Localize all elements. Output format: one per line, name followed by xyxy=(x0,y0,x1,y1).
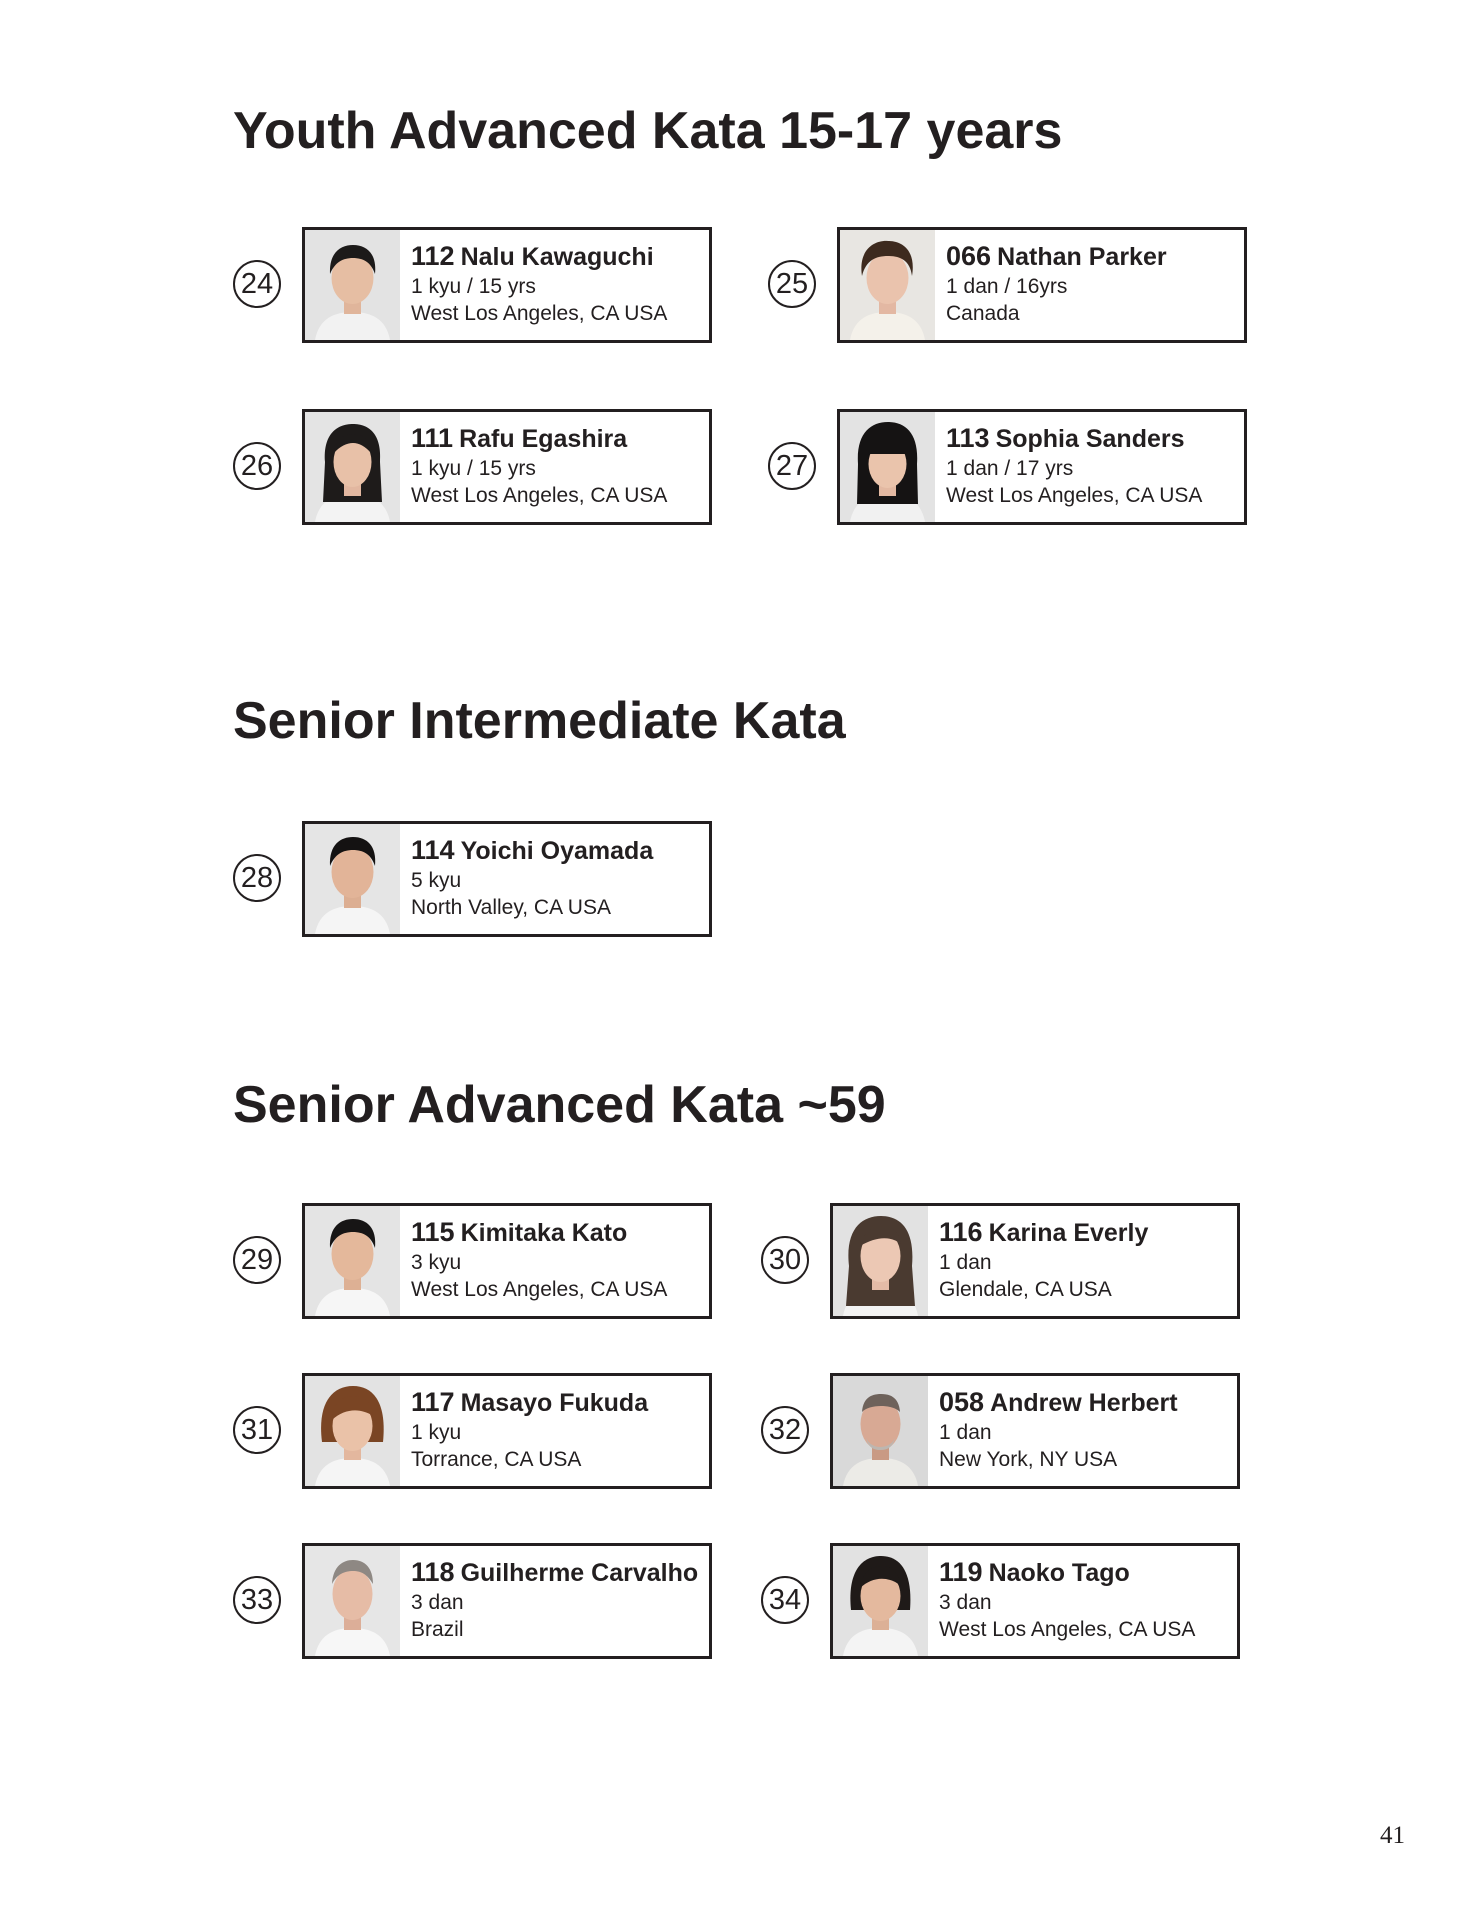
entry-number-badge: 29 xyxy=(233,1236,281,1284)
competitor-photo-icon xyxy=(305,230,400,340)
section-title-youth-advanced-kata: Youth Advanced Kata 15-17 years xyxy=(233,102,1063,160)
competitor-entry xyxy=(233,821,753,941)
competitor-full-name: Naoko Tago xyxy=(988,1559,1130,1587)
competitor-location: West Los Angeles, CA USA xyxy=(939,1618,1196,1641)
competitor-photo-icon xyxy=(840,230,935,340)
entry-number-badge: 26 xyxy=(233,442,281,490)
competitor-entry xyxy=(768,227,1288,347)
page-number: 41 xyxy=(1380,1822,1405,1849)
competitor-photo-icon xyxy=(305,1376,400,1486)
section-title-senior-advanced-kata: Senior Advanced Kata ~59 xyxy=(233,1076,886,1134)
competitor-entry xyxy=(233,1203,753,1323)
competitor-rank: 3 kyu xyxy=(411,1251,462,1274)
competitor-full-name: Guilherme Carvalho xyxy=(460,1559,699,1587)
competitor-card xyxy=(302,409,712,525)
competitor-id: 066 xyxy=(946,241,992,271)
competitor-card xyxy=(830,1373,1240,1489)
competitor-location: Canada xyxy=(946,302,1020,325)
competitor-id: 119 xyxy=(939,1557,983,1587)
competitor-full-name: Karina Everly xyxy=(988,1219,1149,1247)
competitor-id: 114 xyxy=(411,835,455,865)
competitor-name xyxy=(946,422,1238,455)
competitor-location: Glendale, CA USA xyxy=(939,1278,1112,1301)
entry-number-badge: 24 xyxy=(233,260,281,308)
competitor-full-name: Nalu Kawaguchi xyxy=(460,243,654,271)
entry-number-badge: 30 xyxy=(761,1236,809,1284)
competitor-entry xyxy=(233,1543,753,1663)
competitor-photo-icon xyxy=(833,1376,928,1486)
section-title-senior-intermediate-kata: Senior Intermediate Kata xyxy=(233,692,846,750)
competitor-card xyxy=(837,409,1247,525)
competitor-card xyxy=(302,1203,712,1319)
competitor-card xyxy=(830,1203,1240,1319)
entry-number-badge: 27 xyxy=(768,442,816,490)
competitor-photo-icon xyxy=(833,1546,928,1656)
competitor-name xyxy=(411,834,703,867)
competitor-rank: 1 dan / 17 yrs xyxy=(946,457,1074,480)
competitor-name xyxy=(939,1216,1231,1249)
competitor-rank: 1 dan xyxy=(939,1251,992,1274)
competitor-location: West Los Angeles, CA USA xyxy=(411,1278,668,1301)
competitor-id: 112 xyxy=(411,241,455,271)
competitor-location: West Los Angeles, CA USA xyxy=(411,484,668,507)
competitor-location: New York, NY USA xyxy=(939,1448,1118,1471)
competitor-entry xyxy=(768,409,1288,529)
competitor-rank: 1 kyu / 15 yrs xyxy=(411,275,536,298)
competitor-id: 111 xyxy=(411,423,454,453)
competitor-card xyxy=(837,227,1247,343)
competitor-name xyxy=(939,1556,1231,1589)
competitor-name xyxy=(939,1386,1231,1419)
competitor-full-name: Masayo Fukuda xyxy=(460,1389,649,1417)
competitor-location: Torrance, CA USA xyxy=(411,1448,582,1471)
competitor-rank: 3 dan xyxy=(411,1591,464,1614)
competitor-id: 115 xyxy=(411,1217,455,1247)
competitor-card xyxy=(302,1543,712,1659)
competitor-full-name: Kimitaka Kato xyxy=(460,1219,628,1247)
competitor-photo-icon xyxy=(305,1546,400,1656)
competitor-id: 118 xyxy=(411,1557,455,1587)
competitor-entry xyxy=(761,1543,1281,1663)
competitor-entry xyxy=(233,1373,753,1493)
entry-number-badge: 32 xyxy=(761,1406,809,1454)
competitor-full-name: Nathan Parker xyxy=(997,243,1167,271)
competitor-full-name: Yoichi Oyamada xyxy=(460,837,654,865)
competitor-rank: 1 dan / 16yrs xyxy=(946,275,1068,298)
competitor-rank: 1 kyu / 15 yrs xyxy=(411,457,536,480)
competitor-entry xyxy=(233,409,753,529)
competitor-card xyxy=(302,821,712,937)
competitor-name xyxy=(411,1216,703,1249)
entry-number-badge: 25 xyxy=(768,260,816,308)
competitor-location: Brazil xyxy=(411,1618,464,1641)
competitor-card xyxy=(302,1373,712,1489)
entry-number-badge: 34 xyxy=(761,1576,809,1624)
competitor-rank: 5 kyu xyxy=(411,869,462,892)
competitor-id: 117 xyxy=(411,1387,455,1417)
competitor-rank: 1 kyu xyxy=(411,1421,462,1444)
competitor-entry xyxy=(233,227,753,347)
competitor-photo-icon xyxy=(833,1206,928,1316)
competitor-location: West Los Angeles, CA USA xyxy=(946,484,1203,507)
competitor-entry xyxy=(761,1373,1281,1493)
competitor-rank: 1 dan xyxy=(939,1421,992,1444)
competitor-id: 058 xyxy=(939,1387,985,1417)
competitor-entry xyxy=(761,1203,1281,1323)
entry-number-badge: 33 xyxy=(233,1576,281,1624)
competitor-name xyxy=(411,422,703,455)
competitor-full-name: Rafu Egashira xyxy=(459,425,628,453)
competitor-full-name: Andrew Herbert xyxy=(990,1389,1178,1417)
competitor-name xyxy=(946,240,1238,273)
competitor-id: 113 xyxy=(946,423,990,453)
competitor-photo-icon xyxy=(305,412,400,522)
competitor-name xyxy=(411,1386,703,1419)
competitor-location: West Los Angeles, CA USA xyxy=(411,302,668,325)
competitor-card xyxy=(302,227,712,343)
competitor-name xyxy=(411,240,703,273)
competitor-rank: 3 dan xyxy=(939,1591,992,1614)
competitor-id: 116 xyxy=(939,1217,983,1247)
entry-number-badge: 31 xyxy=(233,1406,281,1454)
competitor-card xyxy=(830,1543,1240,1659)
competitor-photo-icon xyxy=(305,824,400,934)
competitor-photo-icon xyxy=(840,412,935,522)
competitor-photo-icon xyxy=(305,1206,400,1316)
entry-number-badge: 28 xyxy=(233,854,281,902)
competitor-location: North Valley, CA USA xyxy=(411,896,611,919)
competitor-full-name: Sophia Sanders xyxy=(995,425,1185,453)
competitor-name xyxy=(411,1556,703,1589)
